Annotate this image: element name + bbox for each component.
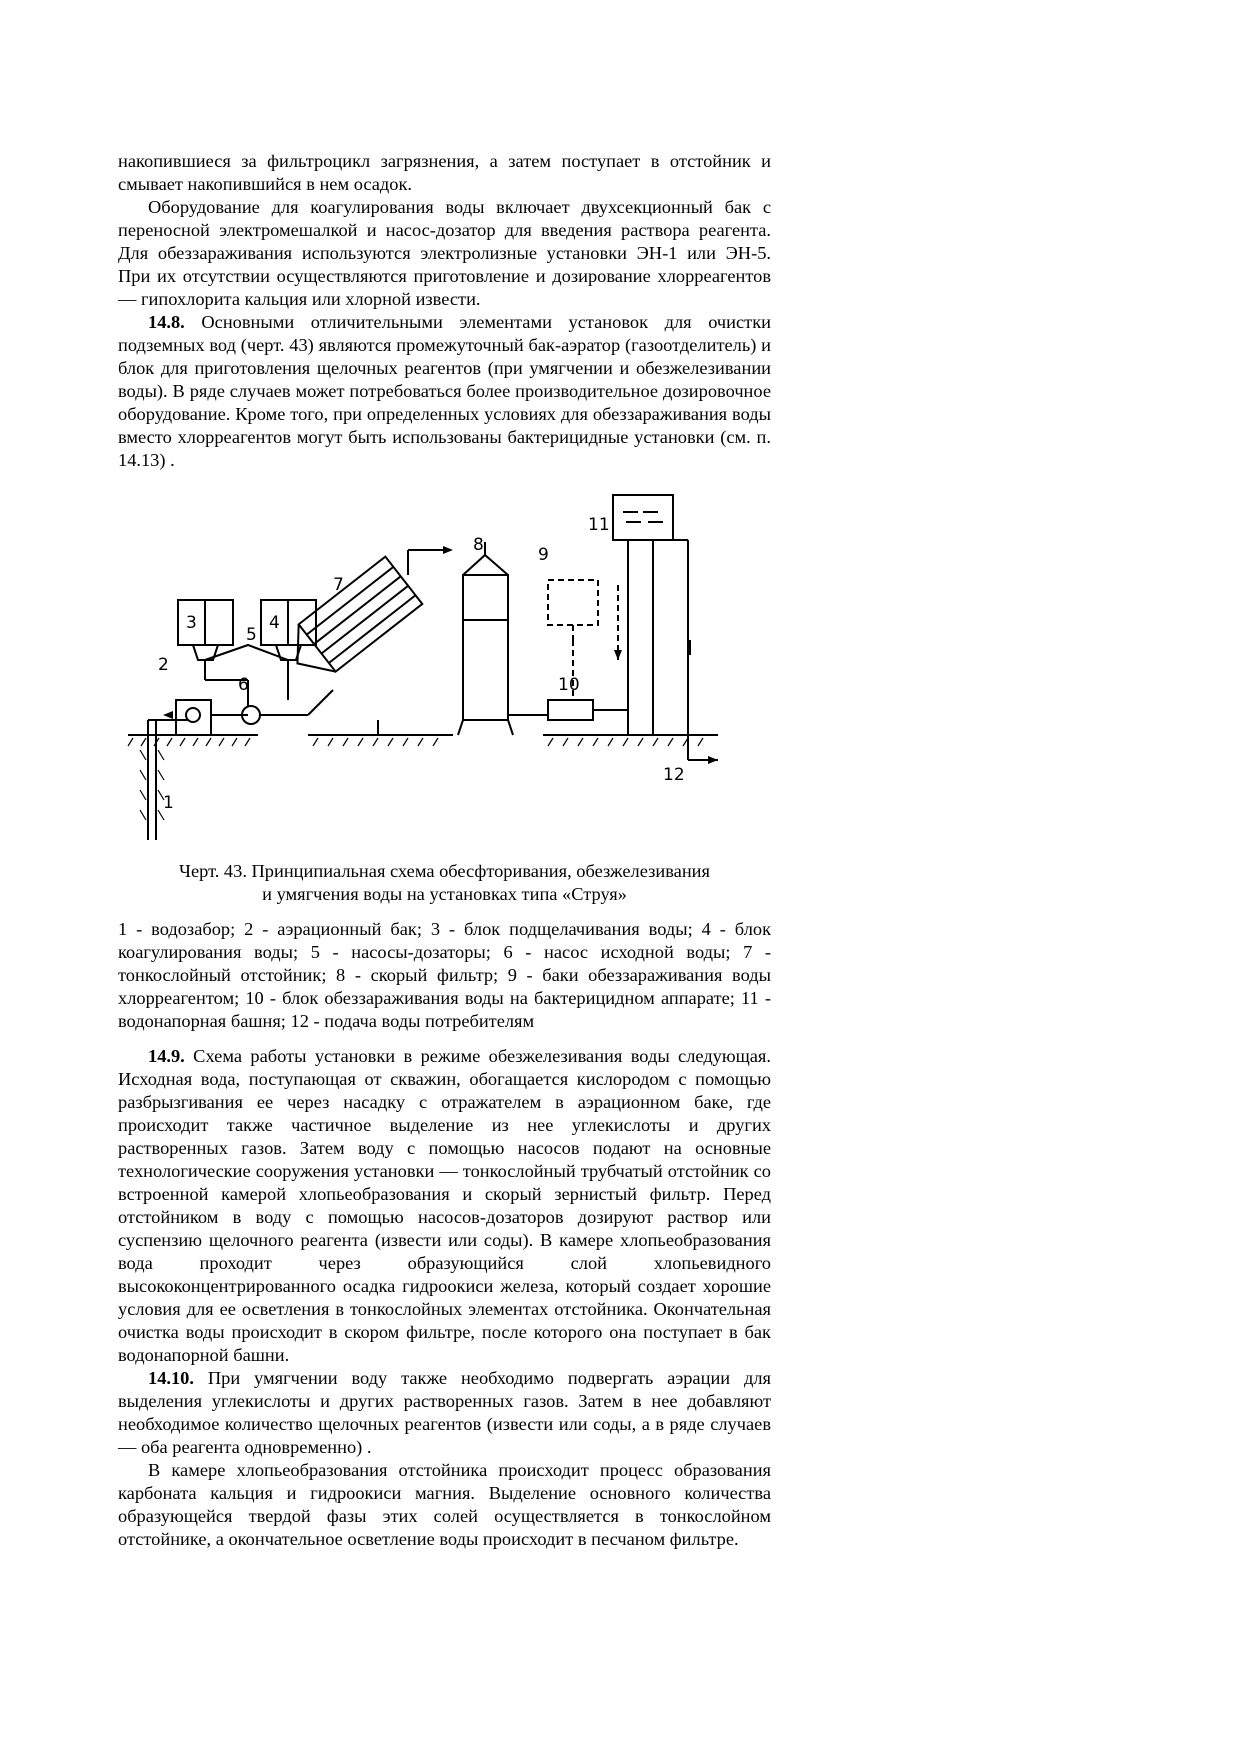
paragraph-text: При умягчении воду также необходимо подвергать аэрации для выделения углекислоты и других растворенных газов. Затем в нее добавляют необходимое количество щелочных реагентов (извести или соды, а в ряде случаев — оба реагента одновременно) . xyxy=(118,1368,771,1457)
label-2: 2 xyxy=(158,655,169,675)
figure-caption xyxy=(118,860,771,906)
label-4: 4 xyxy=(269,613,280,633)
paragraph-flocculation: В камере хлопьеобразования отстойника происходит процесс образования карбоната кальция и гидроокиси магния. Выделение основного количества образующейся твердой фазы этих солей осуществляется в тонкослойном отстойнике, а окончательное осветление воды происходит в песчаном фильтре. xyxy=(118,1460,771,1549)
label-7: 7 xyxy=(333,575,344,595)
figure-legend: 1 - водозабор; 2 - аэрационный бак; 3 - блок подщелачивания воды; 4 - блок коагулирования воды; 5 - насосы-дозаторы; 6 - насос исходной воды; 7 - тонкослойный отстойник; 8 - скорый фильтр; 9 - баки обеззараживания воды хлорреагентом; 10 - блок обеззараживания воды на бактерицидном аппарате; 11 - водонапорная башня; 12 - подача воды потребителям xyxy=(118,919,771,1031)
section-number: 14.9. xyxy=(148,1046,185,1066)
label-12: 12 xyxy=(663,765,685,785)
paragraph-14-8 xyxy=(118,311,771,472)
label-11: 11 xyxy=(588,515,610,535)
section-number: 14.8. xyxy=(148,312,185,332)
document-page xyxy=(118,150,771,1551)
caption-line-1: Черт. 43. Принципиальная схема обесфторивания, обезжелезивания xyxy=(179,861,710,881)
paragraph-text: Схема работы установки в режиме обезжелезивания воды следующая. Исходная вода, поступающая от скважин, обогащается кислородом с помощью разбрызгивания ее через насадку с отражателем в аэрационном баке, где происходит также частичное выделение из нее углекислоты и других растворенных газов. Затем воду с помощью насосов подают на основные технологические сооружения установки — тонкослойный трубчатый отстойник со встроенной камерой хлопьеобразования и скорый зернистый фильтр. Перед отстойником в воду с помощью насосов-дозаторов дозируют раствор или суспензию щелочного реагента (извести или соды). В камере хлопьеобразования вода проходит через образующийся слой хлопьевидного высококонцентрированного осадка гидроокиси железа, который создает хорошие условия для ее осветления в тонкослойных элементах отстойника. Окончательная очистка воды происходит в скором фильтре, после которого она поступает в бак водонапорной башни. xyxy=(118,1046,771,1365)
figure-43-diagram xyxy=(118,490,771,852)
label-6: 6 xyxy=(238,675,249,695)
paragraph-text: Основными отличительными элементами установок для очистки подземных вод (черт. 43) являются промежуточный бак-аэратор (газоотделитель) и блок для приготовления щелочных реагентов (при умягчении и обезжелезивании воды). В ряде случаев может потребоваться более производительное дозировочное оборудование. Кроме того, при определенных условиях для обеззараживания воды вместо хлорреагентов могут быть использованы бактерицидные установки (см. п. 14.13) . xyxy=(118,312,771,470)
paragraph-14-10 xyxy=(118,1367,771,1459)
water-treatment-schematic xyxy=(118,490,771,852)
paragraph-14-9 xyxy=(118,1045,771,1367)
label-1: 1 xyxy=(163,793,174,813)
caption-line-2: и умягчения воды на установках типа «Струя» xyxy=(262,884,627,904)
section-number: 14.10. xyxy=(148,1368,194,1388)
label-9: 9 xyxy=(538,545,549,565)
paragraph-continuation: накопившиеся за фильтроцикл загрязнения, а затем поступает в отстойник и смывает накопившийся в нем осадок. xyxy=(118,151,771,194)
label-8: 8 xyxy=(473,535,484,555)
label-3: 3 xyxy=(186,613,197,633)
label-10: 10 xyxy=(558,675,580,695)
paragraph-coagulation-equipment: Оборудование для коагулирования воды включает двухсекционный бак с переносной электромешалкой и насос-дозатор для введения раствора реагента. Для обеззараживания используются электролизные установки ЭН-1 или ЭН-5. При их отсутствии осуществляются приготовление и дозирование хлорреагентов — гипохлорита кальция или хлорной извести. xyxy=(118,197,771,309)
label-5: 5 xyxy=(246,625,257,645)
